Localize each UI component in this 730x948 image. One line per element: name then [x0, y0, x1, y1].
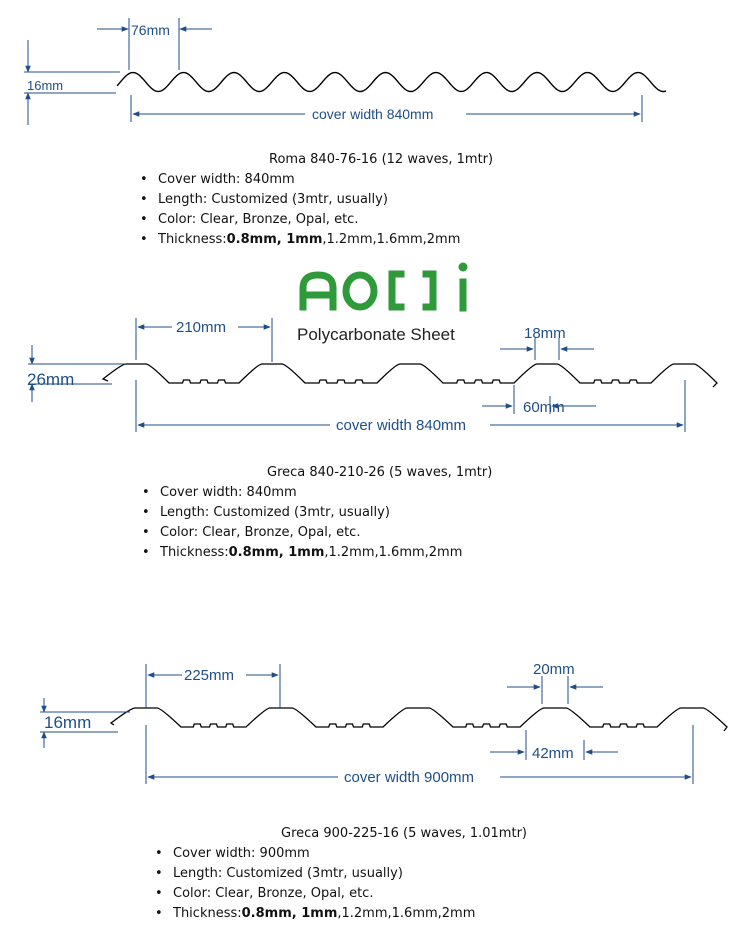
- roma-spec-thickness: [138, 230, 493, 250]
- thickness-label: Thickness:: [158, 232, 227, 247]
- thickness-bold: 0.8mm, 1mm: [226, 232, 323, 247]
- thickness-rest: ,1.2mm,1.6mm,2mm: [337, 906, 476, 921]
- greca900-height-label: 16mm: [44, 713, 92, 732]
- roma-spec-title: Roma 840-76-16 (12 waves, 1mtr): [269, 152, 494, 167]
- greca840-spec: [140, 463, 492, 563]
- greca900-top-label: 20mm: [533, 661, 575, 678]
- roma-spec: [138, 150, 493, 250]
- greca900-spec-title: Greca 900-225-16 (5 waves, 1.01mtr): [281, 826, 527, 841]
- roma-pitch-label: 76mm: [131, 22, 170, 38]
- roma-diagram: [24, 18, 666, 125]
- greca840-spec-thickness: [140, 543, 492, 563]
- roma-height-label: 16mm: [27, 78, 64, 93]
- greca900-diagram: [40, 661, 727, 786]
- roma-spec-length: • Length: Customized (3mtr, usually): [138, 190, 493, 210]
- roma-spec-color: • Color: Clear, Bronze, Opal, etc.: [138, 210, 493, 230]
- greca900-pitch-label: 225mm: [184, 667, 235, 684]
- greca840-spec-cover: • Cover width: 840mm: [140, 483, 492, 503]
- greca840-height-label: 26mm: [27, 370, 75, 389]
- greca840-bottom-label: 60mm: [523, 399, 565, 416]
- greca900-cover-label: cover width 900mm: [344, 769, 475, 786]
- greca840-pitch-label: 210mm: [176, 319, 227, 336]
- thickness-bold: 0.8mm, 1mm: [241, 906, 338, 921]
- aoli-logo: [297, 263, 468, 345]
- greca900-spec: [153, 824, 527, 924]
- roma-spec-cover: • Cover width: 840mm: [138, 170, 493, 190]
- greca900-spec-color: • Color: Clear, Bronze, Opal, etc.: [153, 884, 527, 904]
- greca840-top-label: 18mm: [524, 325, 566, 342]
- greca840-spec-length: • Length: Customized (3mtr, usually): [140, 503, 492, 523]
- greca840-cover-label: cover width 840mm: [336, 417, 467, 434]
- greca840-spec-color: • Color: Clear, Bronze, Opal, etc.: [140, 523, 492, 543]
- logo-tagline: Polycarbonate Sheet: [297, 325, 455, 344]
- greca900-spec-cover: • Cover width: 900mm: [153, 844, 527, 864]
- greca900-bottom-label: 42mm: [532, 745, 574, 762]
- thickness-bold: 0.8mm, 1mm: [228, 545, 325, 560]
- thickness-label: Thickness:: [160, 545, 229, 560]
- greca840-spec-title: Greca 840-210-26 (5 waves, 1mtr): [267, 465, 493, 480]
- greca900-profile: [111, 708, 727, 731]
- greca900-spec-length: • Length: Customized (3mtr, usually): [153, 864, 527, 884]
- greca900-spec-thickness: [153, 904, 527, 924]
- thickness-rest: ,1.2mm,1.6mm,2mm: [324, 545, 463, 560]
- roma-cover-label: cover width 840mm: [312, 106, 434, 122]
- thickness-rest: ,1.2mm,1.6mm,2mm: [322, 232, 461, 247]
- greca840-profile: [103, 364, 717, 387]
- thickness-label: Thickness:: [173, 906, 242, 921]
- roma-wave-profile: [117, 73, 666, 92]
- aoli-logo-mark: [303, 274, 463, 308]
